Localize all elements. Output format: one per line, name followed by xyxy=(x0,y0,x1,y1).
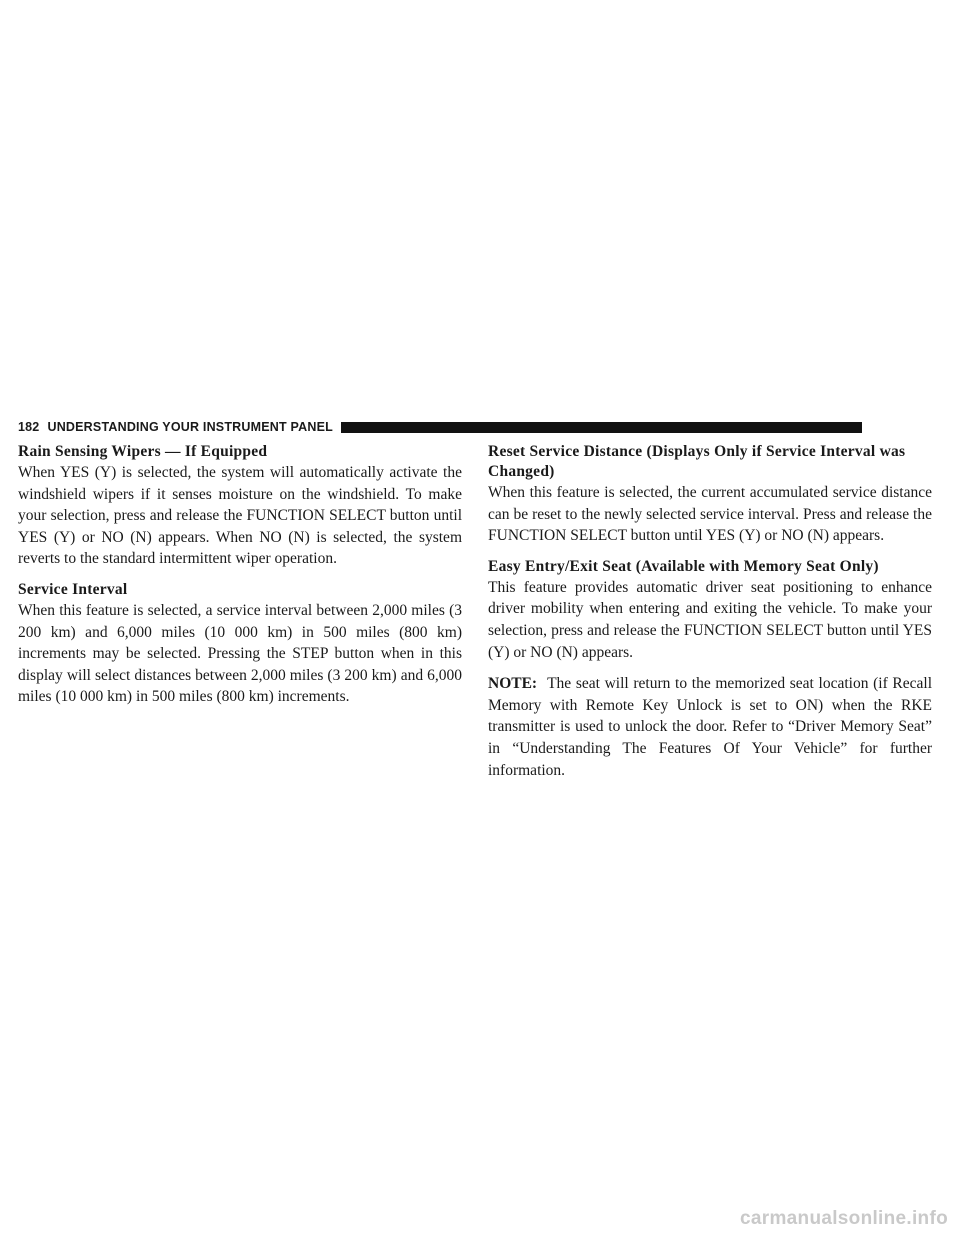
easy-entry-exit-heading: Easy Entry/Exit Seat (Available with Memory Seat Only) xyxy=(488,557,879,575)
service-interval-body: When this feature is selected, a service interval between 2,000 miles (3 200 km) and 6,000 miles (10 000 km) in 500 miles (800 km) increments may be selected. Pressing the STEP button when in this display will select distances between 2,000 miles (3 200 km) and 6,000 miles (10 000 km) in 500 miles (800 km) increments. xyxy=(18,601,462,706)
note-paragraph xyxy=(488,673,932,781)
page-header xyxy=(18,418,862,436)
reset-service-distance-heading: Reset Service Distance (Displays Only if Service Interval was Changed) xyxy=(488,443,906,480)
reset-service-distance-body: When this feature is selected, the current accumulated service distance can be reset to the newly selected service interval. Press and release the FUNCTION SELECT button until YES (Y) or NO (N) appears. xyxy=(488,484,932,545)
note-label: NOTE: xyxy=(488,675,538,693)
watermark-link[interactable]: carmanualsonline.info xyxy=(740,1208,948,1229)
note-body: The seat will return to the memorized seat location (if Recall Memory with Remote Key Unlock is set to ON) when the RKE transmitter is used to unlock the door. Refer to “Driver Memory Seat” in “Understanding The Features Of Your Vehicle” for further information. xyxy=(488,675,932,779)
header-rule-bar xyxy=(341,422,862,433)
rain-sensing-wipers-heading: Rain Sensing Wipers — If Equipped xyxy=(18,443,268,460)
service-interval-heading: Service Interval xyxy=(18,580,128,598)
page-number: 182 xyxy=(18,420,40,434)
rain-sensing-wipers-body: When YES (Y) is selected, the system will automatically activate the windshield wipers if it senses moisture on the windshield. To make your selection, press and release the FUNCTION SELECT button until YES (Y) or NO (N) appears. When NO (N) is selected, the system reverts to the standard intermittent wiper operation. xyxy=(18,464,462,568)
left-column xyxy=(18,442,462,708)
section-title: UNDERSTANDING YOUR INSTRUMENT PANEL xyxy=(47,420,333,434)
easy-entry-exit-body: This feature provides automatic driver seat positioning to enhance driver mobility when entering and exiting the vehicle. To make your selection, press and release the FUNCTION SELECT button until YES (Y) or NO (N) appears. xyxy=(488,578,932,661)
right-column xyxy=(488,442,932,781)
